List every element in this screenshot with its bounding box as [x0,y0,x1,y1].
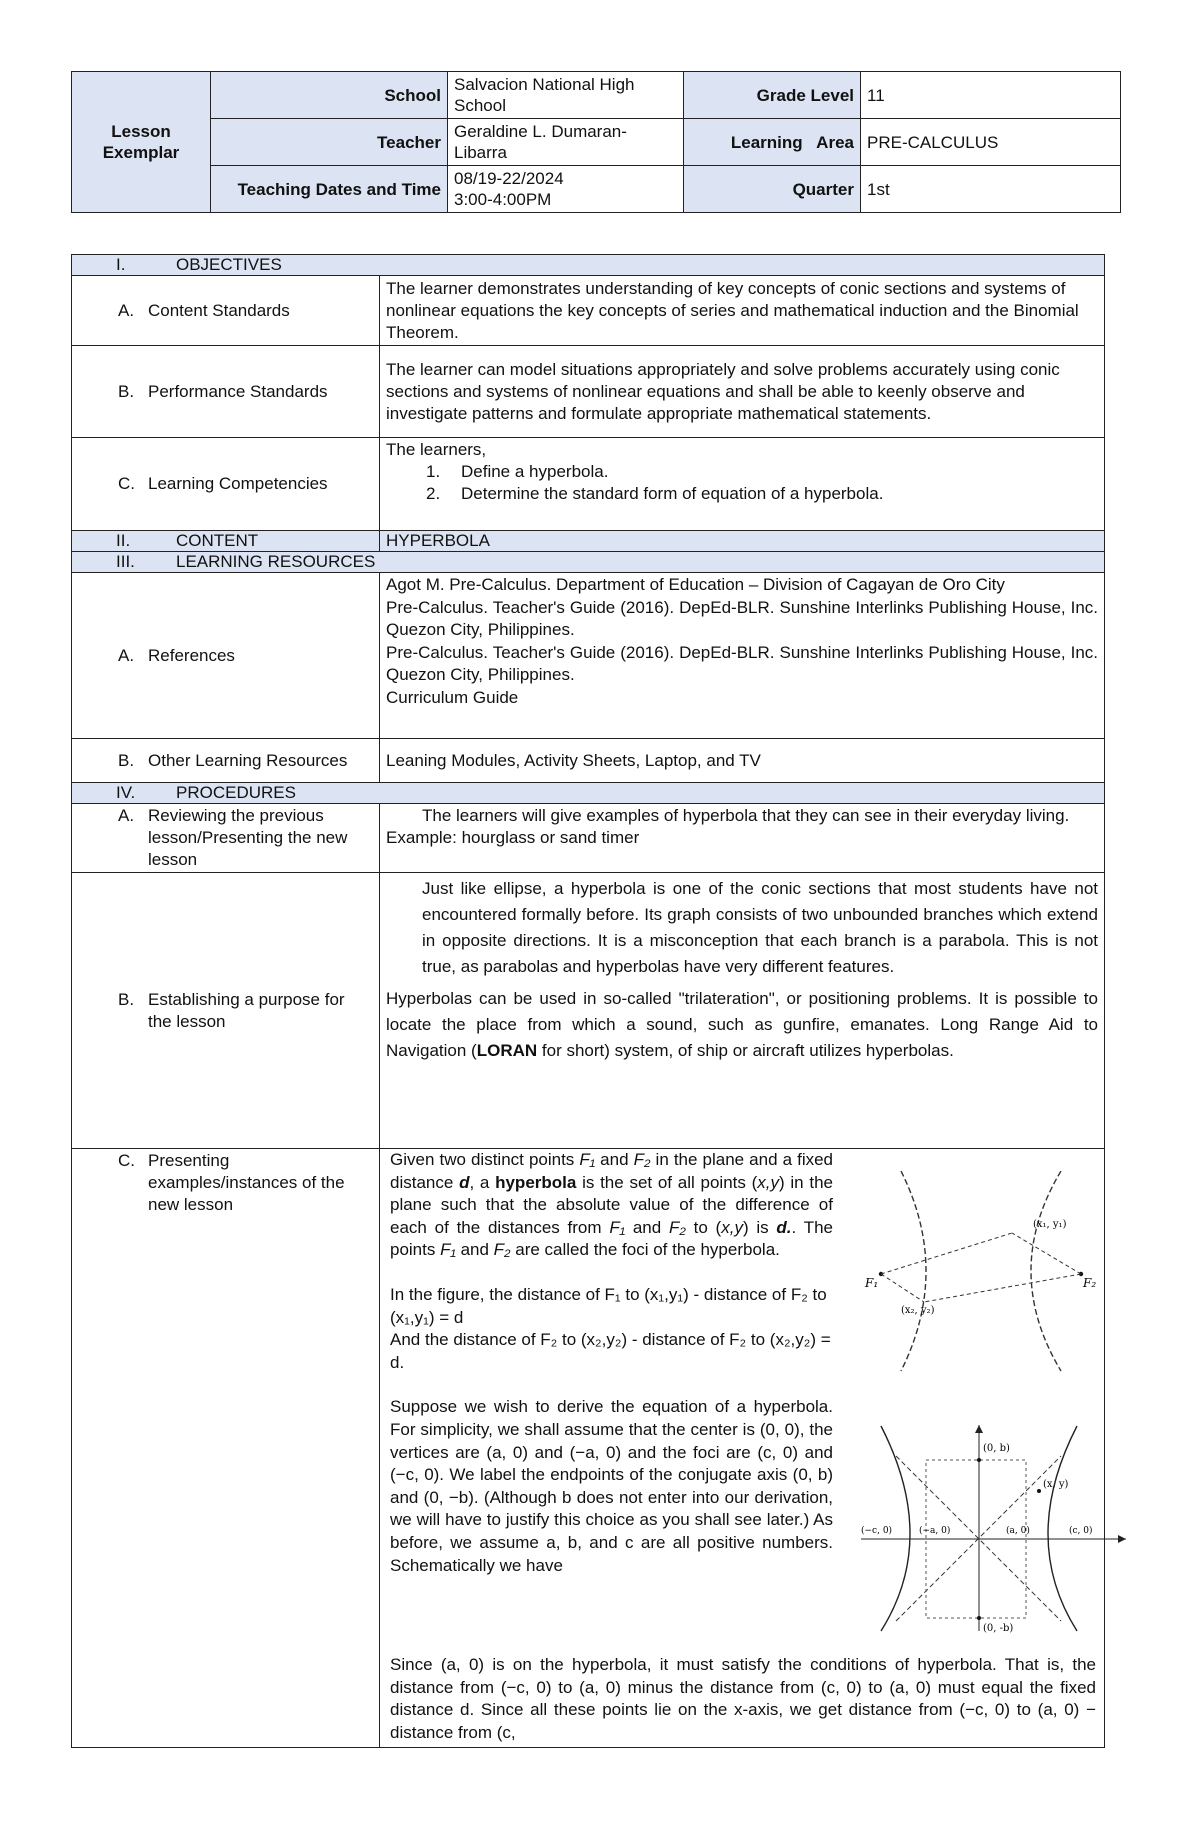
derivation-intro: Suppose we wish to derive the equation of a hyperbola. For simplicity, we shall assume that the center is (0, 0), the vertices are (a, 0) and (−a, 0) and the foci are (c, 0) and (−c, 0). We label the endpoints of the conjugate axis (0, b) and (0, −b). (Although b does not enter into our derivation, we will have to justify this choice as you shall see later.) As before, we assume a, b, and c are all positive numbers. Schematically we have [390,1397,833,1575]
item-label: References [148,645,235,665]
content-value: HYPERBOLA [380,531,1105,552]
hyperbola-definition: Given two distinct points F₁ and F₂ in the plane and a fixed distance d, a hyperbola is the set of all points (x,y) in the plane such that the absolute value of the difference of each of the distances from F₁ and F₂ to (x,y) is d.. The points F₁ and F₂ are called the foci of the hyperbola. [390,1150,834,1260]
list-item [426,461,1098,483]
point-a-label: (a, 0) [1006,1526,1030,1536]
section-number: IV. [116,783,136,802]
learning-area-label: Learning Area [684,119,861,166]
teaching-dates-value [448,166,684,213]
hyperbola-asymptote-figure [861,1421,1131,1633]
list-item [426,483,1098,505]
learning-area-value: PRE-CALCULUS [861,119,1121,166]
content-standards-label [72,276,380,346]
section-title: OBJECTIVES [176,255,282,274]
item-label: Presenting examples/instances of the new lesson [148,1151,345,1214]
purpose-label [72,873,380,1149]
reviewing-label [72,804,380,873]
quarter-label: Quarter [684,166,861,213]
teaching-time-line: 3:00-4:00PM [454,190,552,209]
point-0b-label: (0, b) [983,1443,1010,1454]
item-letter: B. [118,989,135,1009]
presenting-text [390,1149,833,1577]
purpose-text-part: Hyperbolas can be used in so-called "trilateration", or positioning problems. It is possible to locate the place from which a sound, such as gunfire, emanates. Long Range Aid to Navigation ( [386,989,1098,1060]
header-table [71,71,1121,213]
section-number: II. [116,531,131,550]
section-number: III. [116,552,135,571]
presenting-label [72,1149,380,1748]
competencies-intro: The learners, [386,440,487,459]
loran-bold: LORAN [476,1041,538,1060]
section-title: PROCEDURES [176,783,296,802]
item-label: Content Standards [148,300,290,320]
other-resources-label [72,739,380,783]
lesson-exemplar-label: Lesson Exemplar [72,72,211,213]
purpose-cell [380,873,1105,1149]
section-title: LEARNING RESOURCES [176,552,376,571]
point-0-minus-b-label: (0, -b) [983,1623,1014,1633]
learning-competencies-cell [380,438,1105,531]
point-minus-a-label: (−a, 0) [919,1526,951,1536]
point-xy-label: (x, y) [1043,1479,1069,1490]
list-number: 2. [426,484,441,503]
reviewing-text: The learners will give examples of hyperbola that they can see in their everyday living. [422,806,1070,825]
item-label: Establishing a purpose for the lesson [148,989,345,1031]
school-value: Salvacion National High School [448,72,684,119]
section-number: I. [116,255,126,274]
teaching-dates-line: 08/19-22/2024 [454,169,564,188]
section-procedures [72,783,1105,804]
learning-competencies-label [72,438,380,531]
item-label: Learning Competencies [148,474,328,493]
item-letter: C. [118,474,135,493]
point-x2y2-label: (x₂, y₂) [901,1305,935,1316]
competencies-list [386,461,1098,505]
item-letter: B. [118,751,135,770]
presenting-cell [380,1149,1105,1748]
item-letter: A. [118,806,135,825]
teacher-label: Teacher [211,119,448,166]
teacher-value: Geraldine L. Dumaran-Libarra [448,119,684,166]
focus-2-label: F₂ [1083,1276,1097,1290]
point-x1y1-label: (x₁, y₁) [1033,1219,1067,1230]
grade-level-value: 11 [861,72,1121,119]
reference-item: Pre-Calculus. Teacher's Guide (2016). DepEd-BLR. Sunshine Interlinks Publishing House, Inc. Quezon City, Philippines. [386,597,1098,640]
purpose-text-part: for short) system, of ship or aircraft utilizes hyperbolas. [537,1041,954,1060]
lesson-table [71,254,1105,1748]
section-learning-resources [72,552,1105,573]
section-title: CONTENT [176,531,259,550]
item-letter: A. [118,300,135,320]
figure-distance-2: And the distance of F₂ to (x₂,y₂) - distance of F₂ to (x₂,y₂) = d. [390,1330,831,1372]
item-letter: B. [118,381,135,401]
list-number: 1. [426,462,441,481]
item-label: Performance Standards [148,381,328,401]
point-minus-c-label: (−c, 0) [861,1526,893,1536]
list-text: Determine the standard form of equation of a hyperbola. [461,484,884,503]
other-resources-text: Leaning Modules, Activity Sheets, Laptop, and TV [380,739,1105,783]
performance-standards-text: The learner can model situations appropriately and solve problems accurately using conic sections and systems of nonlinear equations and shall be able to keenly observe and investigate patterns and formulate appropriate mathematical statements. [380,346,1105,438]
section-objectives [72,255,1105,276]
school-label: School [211,72,448,119]
list-text: Define a hyperbola. [461,462,609,481]
references-cell [380,573,1105,739]
content-standards-text: The learner demonstrates understanding of key concepts of conic sections and systems of nonlinear equations the key concepts of series and mathematical induction and the Binomial Theorem. [380,276,1105,346]
section-content [72,531,380,552]
reviewing-example: Example: hourglass or sand timer [386,828,640,847]
focus-1-label: F₁ [865,1276,879,1290]
hyperbola-foci-figure [861,1171,1131,1376]
performance-standards-label [72,346,380,438]
figure-distance-1: In the figure, the distance of F₁ to (x₁,y₁) - distance of F₂ to (x₁,y₁) = d [390,1284,827,1327]
reviewing-cell [380,804,1105,873]
quarter-value: 1st [861,166,1121,213]
derivation-continued: Since (a, 0) is on the hyperbola, it must satisfy the conditions of hyperbola. That is, the distance from (−c, 0) to (a, 0) minus the distance from (c, 0) to (a, 0) must equal the fixed distance d. Since all these points lie on the x-axis, we get distance from (−c, 0) to (a, 0) − distance from (c, [390,1655,1096,1742]
item-label: Other Learning Resources [148,751,348,770]
item-letter: A. [118,645,135,665]
item-letter: C. [118,1151,135,1170]
teaching-dates-label: Teaching Dates and Time [211,166,448,213]
purpose-text-2 [386,986,1098,1064]
item-label: Reviewing the previous lesson/Presenting the new lesson [148,806,348,869]
purpose-text-1: Just like ellipse, a hyperbola is one of the conic sections that most students have not encountered formally before. Its graph consists of two unbounded branches which extend in opposite directions. It is a misconception that each branch is a parabola. This is not true, as parabolas and hyperbolas have very different features. [422,879,1098,976]
reference-item: Curriculum Guide [386,687,519,707]
reference-item: Agot M. Pre-Calculus. Department of Education – Division of Cagayan de Oro City [386,575,1005,594]
reference-item: Pre-Calculus. Teacher's Guide (2016). DepEd-BLR. Sunshine Interlinks Publishing House, Inc. Quezon City, Philippines. [386,642,1098,685]
grade-level-label: Grade Level [684,72,861,119]
point-c-label: (c, 0) [1069,1526,1093,1536]
references-label [72,573,380,739]
